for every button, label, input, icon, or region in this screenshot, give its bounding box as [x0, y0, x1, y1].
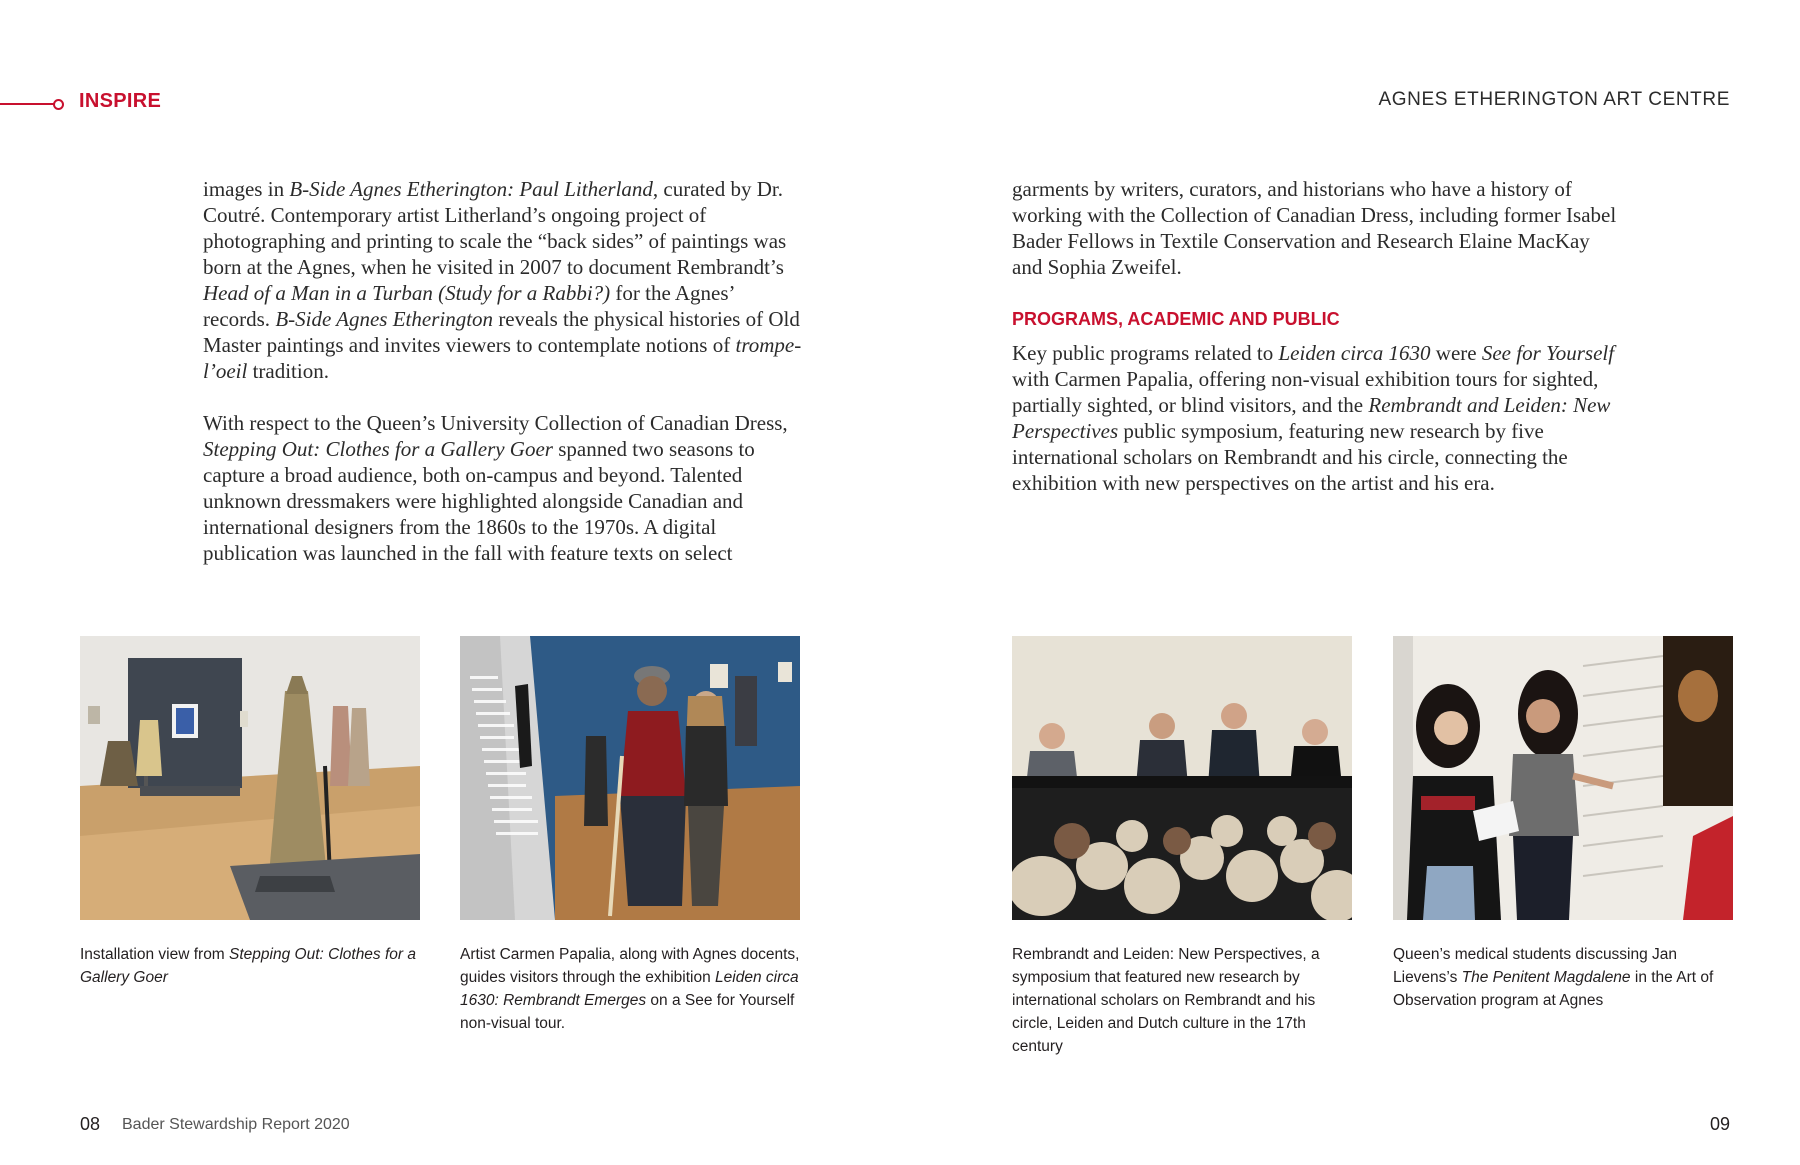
text-run: Key public programs related to [1012, 341, 1279, 365]
text-run-italic: Stepping Out: Clothes for a Gallery Goer [203, 437, 553, 461]
text-run: With respect to the Queen’s University Collection of Canadian Dress, [203, 411, 788, 435]
left-paragraph-2 [203, 410, 803, 566]
text-run-italic: B-Side Agnes Etherington [275, 307, 494, 331]
photo-installation-view [80, 636, 420, 920]
caption-students-painting [1393, 943, 1733, 1012]
left-paragraph-1 [203, 176, 803, 384]
text-run-italic: Leiden circa 1630 [1278, 341, 1431, 365]
text-run-italic: trompe-l’oeil [203, 333, 802, 383]
caption-installation-view [80, 943, 420, 989]
left-text-column [203, 176, 803, 592]
caption-symposium [1012, 943, 1342, 1058]
text-run-italic: Head of a Man in a Turban (Study for a Rabbi?) [203, 281, 611, 305]
text-run-italic: See for Yourself [1481, 341, 1615, 365]
right-paragraph-2 [1012, 340, 1622, 496]
header-rule-dot [53, 99, 64, 110]
text-run-italic: B-Side Agnes Etherington: Paul Litherland [289, 177, 653, 201]
caption-guided-tour [460, 943, 800, 1035]
text-run: tradition. [247, 359, 329, 383]
text-run: Installation view from [80, 946, 230, 963]
text-run-italic: Leiden circa 1630: Rembrandt Emerges [460, 969, 799, 1009]
organization-name: AGNES ETHERINGTON ART CENTRE [1378, 89, 1730, 110]
page-number-left: 08 [80, 1114, 101, 1134]
right-text-column [1012, 176, 1622, 522]
text-run: images in [203, 177, 290, 201]
text-run: public symposium, featuring new research by five international scholars on Rembrandt and his circle, connecting the exhibition with new perspectives on the artist and his era. [1012, 419, 1568, 495]
text-run: reveals the physical histories of Old Master paintings and invites viewers to contemplate notions of [203, 307, 800, 357]
right-paragraph-1: garments by writers, curators, and historians who have a history of working with the Collection of Canadian Dress, including former Isabel Bader Fellows in Textile Conservation and Research Elaine MacKay and Sophia Zweifel. [1012, 177, 1617, 279]
page-number-right: 09 [1709, 1114, 1730, 1134]
text-run: spanned two seasons to capture a broad audience, both on-campus and beyond. Talented unknown dressmakers were highlighted alongside Canadian and international designers from the 1860s to the 1970s. A digital publication was launched in the fall with feature texts on select [203, 437, 755, 565]
text-run: , curated by Dr. Coutré. Contemporary artist Litherland’s ongoing project of photographing and printing to scale the “back sides” of paintings was born at the Agnes, when he visited in 2007 to document Rembrandt’s [203, 177, 787, 279]
text-run: Rembrandt and Leiden: New Perspectives, a symposium that featured new research by international scholars on Rembrandt and his circle, Leiden and Dutch culture in the 17th century [1012, 946, 1320, 1055]
text-run: Queen’s medical students discussing Jan Lievens’s [1393, 946, 1678, 986]
text-run-italic: Stepping Out: Clothes for a Gallery Goer [80, 946, 416, 986]
text-run: Artist Carmen Papalia, along with Agnes docents, guides visitors through the exhibition [460, 946, 800, 986]
programs-heading: PROGRAMS, ACADEMIC AND PUBLIC [1012, 309, 1340, 329]
photo-guided-tour [460, 636, 800, 920]
text-run: for the Agnes’ records. [203, 281, 734, 331]
header-rule [0, 103, 54, 105]
photo-students-painting [1393, 636, 1733, 920]
text-run: were [1430, 341, 1482, 365]
text-run: with Carmen Papalia, offering non-visual exhibition tours for sighted, partially sighted, or blind visitors, and the [1012, 367, 1599, 417]
text-run: on a See for Yourself non-visual tour. [460, 992, 795, 1032]
text-run: in the Art of Observation program at Agnes [1393, 969, 1714, 1009]
text-run-italic: Rembrandt and Leiden: New Perspectives [1012, 393, 1611, 443]
section-label: INSPIRE [79, 90, 162, 112]
photo-symposium [1012, 636, 1352, 920]
text-run-italic: The Penitent Magdalene [1461, 969, 1631, 986]
report-title: Bader Stewardship Report 2020 [122, 1116, 350, 1133]
